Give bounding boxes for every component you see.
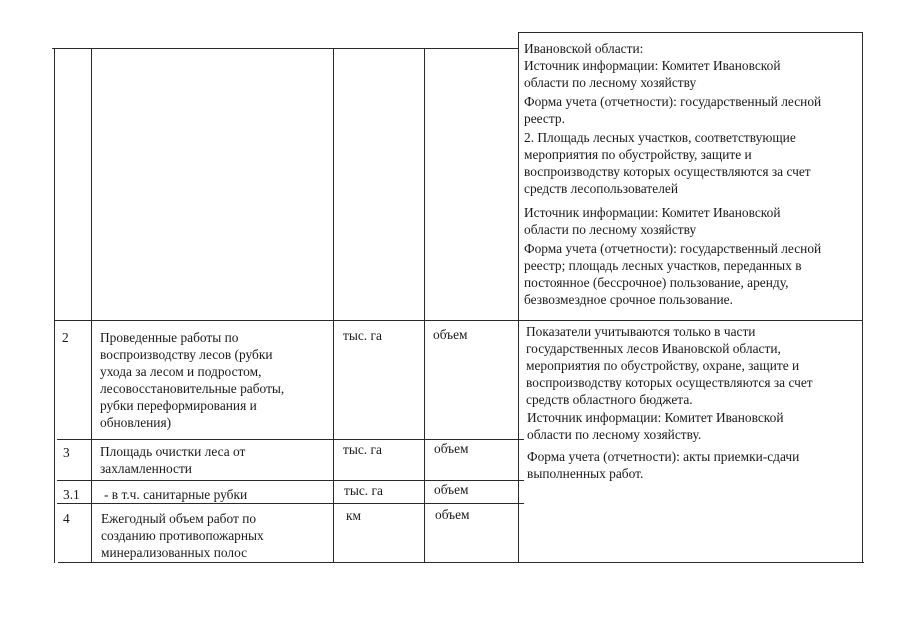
text-line: постоянное (бессрочное) пользование, аренду, — [524, 275, 789, 290]
row-divider-4 — [57, 503, 524, 504]
col-line-2 — [333, 48, 334, 563]
col-line-3 — [424, 48, 425, 563]
value-type: объем — [434, 441, 469, 456]
text-line: ухода за лесом и подростом, — [100, 364, 262, 379]
text-line: Форма учета (отчетности): акты приемки-сдачи — [527, 449, 800, 464]
text-line: реестр; площадь лесных участков, переданных в — [524, 258, 802, 273]
text-line: реестр. — [524, 111, 565, 126]
text-line: выполненных работ. — [527, 466, 644, 481]
top-right-para-3 — [524, 129, 811, 197]
text-line: Форма учета (отчетности): государственный лесной — [524, 94, 822, 109]
text-line: воспроизводству которых осуществляются за счет — [524, 164, 811, 179]
text-line: Источник информации: Комитет Ивановской — [524, 58, 781, 73]
top-right-para-5 — [524, 240, 821, 308]
text-line: мероприятия по обустройству, защите и — [524, 147, 752, 162]
row-number: 3.1 — [63, 487, 80, 502]
text-line: Ивановской области: — [524, 41, 644, 56]
top-right-para-0 — [524, 40, 643, 57]
value-type: объем — [433, 327, 468, 342]
indicator-name — [100, 443, 245, 477]
unit: тыс. га — [343, 328, 382, 343]
row-divider-1 — [55, 320, 863, 321]
unit: тыс. га — [344, 483, 383, 498]
text-line: созданию противопожарных — [101, 528, 264, 543]
row-number: 3 — [63, 445, 70, 460]
indicator-name — [104, 486, 247, 503]
text-line: 2. Площадь лесных участков, соответствующие — [524, 130, 796, 145]
table-border-top — [518, 32, 862, 33]
text-line: области по лесному хозяйству — [524, 75, 697, 90]
text-line: захламленности — [100, 461, 192, 476]
col-line-1 — [91, 48, 92, 563]
unit: км — [346, 508, 361, 523]
text-line: мероприятия по обустройству, охране, защите и — [526, 358, 800, 373]
text-line: Источник информации: Комитет Ивановской — [527, 410, 784, 425]
row-number: 4 — [63, 511, 70, 526]
text-line: Ежегодный объем работ по — [101, 511, 257, 526]
text-line: Проведенные работы по — [100, 330, 239, 345]
table-border-bottom — [58, 562, 864, 563]
text-line: рубки переформирования и — [100, 398, 257, 413]
col-line-0 — [54, 48, 55, 563]
table-border-top-left — [52, 48, 519, 49]
text-line: безвозмездное срочное пользование. — [524, 292, 733, 307]
top-right-para-4 — [524, 204, 780, 238]
row-number: 2 — [62, 330, 69, 345]
bottom-right-para-1 — [527, 409, 783, 443]
text-line: лесовосстановительные работы, — [100, 381, 285, 396]
bottom-right-para-0 — [526, 323, 813, 408]
text-line: средств лесопользователей — [524, 181, 678, 196]
indicator-name — [101, 510, 264, 561]
text-line: государственных лесов Ивановской области, — [526, 341, 781, 356]
text-line: воспроизводству которых осуществляются за счет — [526, 375, 813, 390]
text-line: минерализованных полос — [101, 545, 248, 560]
bottom-right-para-2 — [527, 448, 799, 482]
unit: тыс. га — [343, 442, 382, 457]
text-line: Площадь очистки леса от — [100, 444, 246, 459]
text-line: - в т.ч. санитарные рубки — [104, 487, 248, 502]
text-line: Источник информации: Комитет Ивановской — [524, 205, 781, 220]
value-type: объем — [434, 482, 469, 497]
text-line: области по лесному хозяйству — [524, 222, 697, 237]
value-type: объем — [435, 507, 470, 522]
top-right-para-1 — [524, 57, 780, 91]
text-line: обновления) — [100, 415, 172, 430]
col-line-4 — [518, 32, 519, 563]
text-line: средств областного бюджета. — [526, 392, 693, 407]
top-right-para-2 — [524, 93, 821, 127]
text-line: области по лесному хозяйству. — [527, 427, 702, 442]
indicator-name — [100, 329, 284, 431]
text-line: Показатели учитываются только в части — [526, 324, 756, 339]
text-line: воспроизводству лесов (рубки — [100, 347, 273, 362]
col-line-5 — [862, 32, 863, 563]
text-line: Форма учета (отчетности): государственный лесной — [524, 241, 822, 256]
